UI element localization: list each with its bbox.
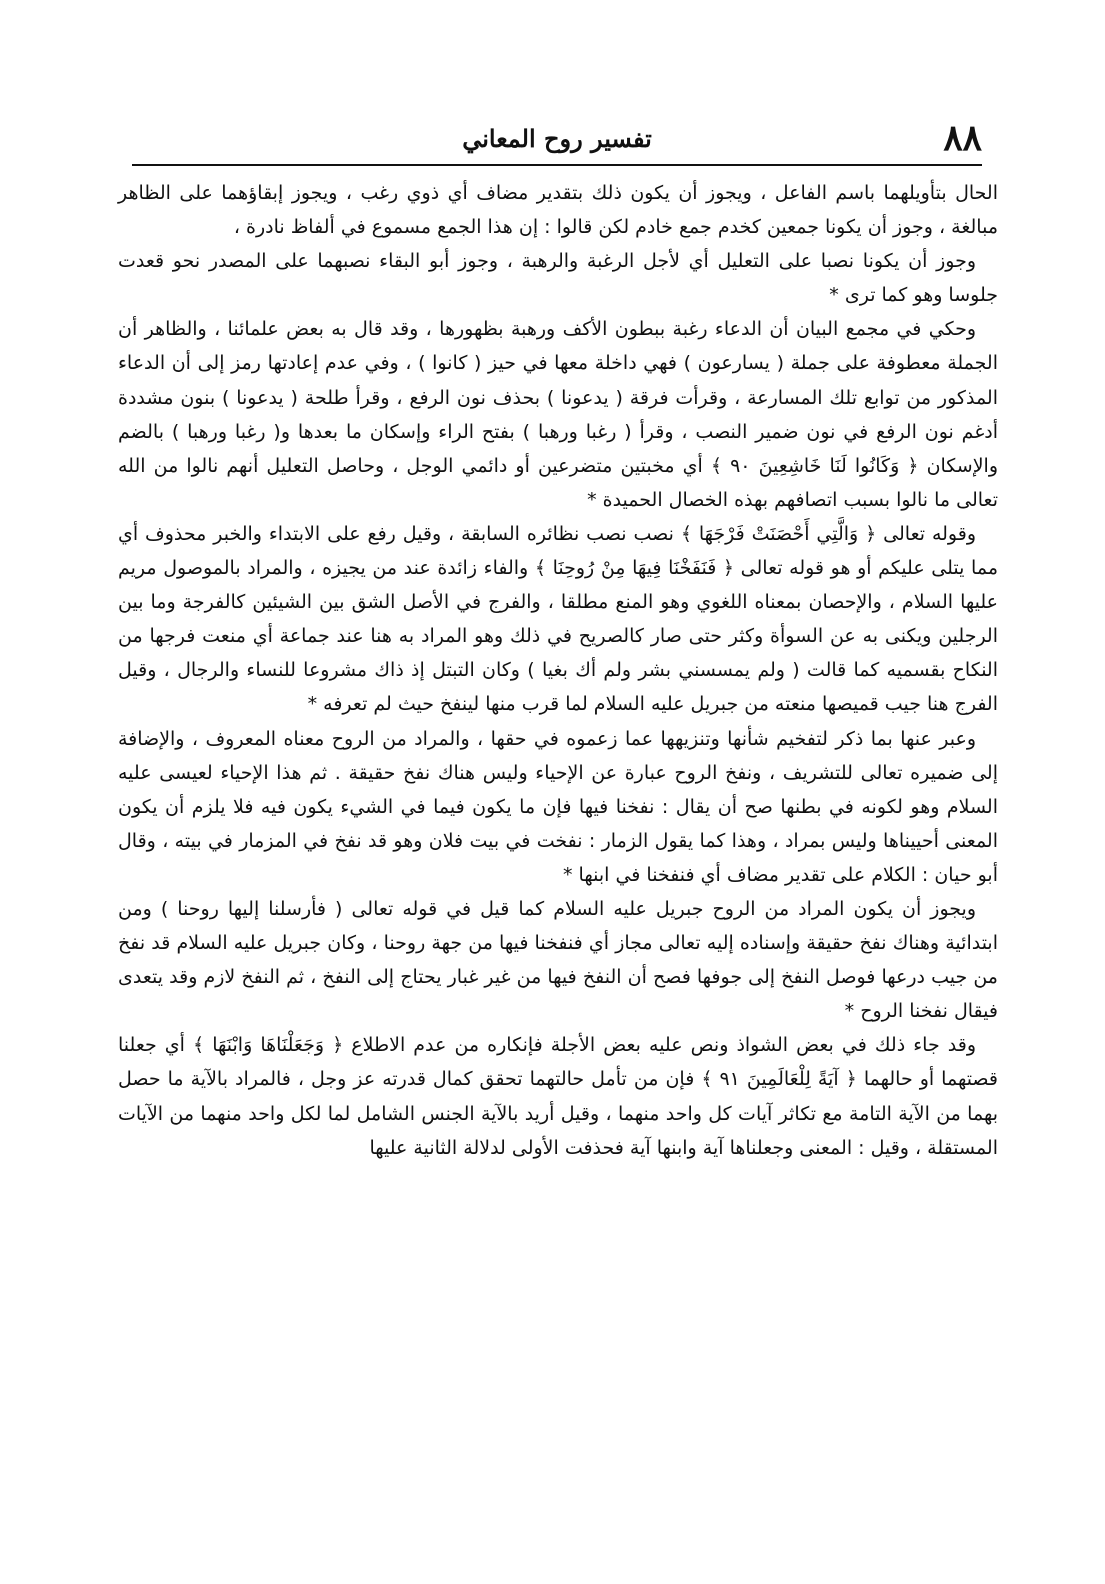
paragraph: وجوز أن يكونا نصبا على التعليل أي لأجل الرغبة والرهبة ، وجوز أبو البقاء نصبهما على المصدر نحو قعدت جلوسا وهو كما ترى *: [118, 250, 998, 307]
running-title: تفسير روح المعاني: [462, 124, 652, 153]
body-text: [118, 176, 998, 1165]
header-rule: [132, 164, 982, 166]
paragraph: وقوله تعالى ﴿ وَالَّتِي أَحْصَنَتْ فَرْجَهَا ﴾ نصب نصب نظائره السابقة ، وقيل رفع على الابتداء والخبر محذوف أي مما يتلى عليكم أو هو قوله تعالى ﴿ فَنَفَخْنَا فِيهَا مِنْ رُوحِنَا ﴾ والفاء زائدة عند من يجيزه ، والمراد بالموصول مريم عليها السلام ، والإحصان بمعناه اللغوي وهو المنع مطلقا ، والفرج في الأصل الشق بين الشيئين كالفرجة وما بين الرجلين ويكنى به عن السوأة وكثر حتى صار كالصريح في ذلك وهو المراد به هنا عند جماعة أي منعت فرجها من النكاح بقسميه كما قالت ( ولم يمسسني بشر ولم أك بغيا ) وكان التبتل إذ ذاك مشروعا للنساء والرجال ، وقيل الفرج هنا جيب قميصها منعته من جبريل عليه السلام لما قرب منها لينفخ حيث لم تعرفه *: [118, 522, 998, 716]
page-number: ٨٨: [943, 117, 982, 159]
page-header: [132, 118, 982, 162]
paragraph: وحكي في مجمع البيان أن الدعاء رغبة ببطون الأكف ورهبة بظهورها ، وقد قال به بعض علمائنا ، والظاهر أن الجملة معطوفة على جملة ( يسارعون ) فهي داخلة معها في حيز ( كانوا ) ، وفي عدم إعادتها رمز إلى أن الدعاء المذكور من توابع تلك المسارعة ، وقرأت فرقة ( يدعونا ) بحذف نون الرفع ، وقرأ طلحة ( يدعونا ) بنون مشددة أدغم نون الرفع في نون ضمير النصب ، وقرأ ( رغبا ورهبا ) بفتح الراء وإسكان ما بعدها و( رغبا ورهبا ) بالضم والإسكان ﴿ وَكَانُوا لَنَا خَاشِعِينَ ٩٠ ﴾ أي مخبتين متضرعين أو دائمي الوجل ، وحاصل التعليل أنهم نالوا من الله تعالى ما نالوا بسبب اتصافهم بهذه الخصال الحميدة *: [118, 318, 999, 511]
paragraph: الحال بتأويلهما باسم الفاعل ، ويجوز أن يكون ذلك بتقدير مضاف أي ذوي رغب ، ويجوز إبقاؤهما على الظاهر مبالغة ، وجوز أن يكونا جمعين كخدم جمع خادم لكن قالوا : إن هذا الجمع مسموع في ألفاظ نادرة ،: [118, 182, 998, 239]
paragraph: وقد جاء ذلك في بعض الشواذ ونص عليه بعض الأجلة فإنكاره من عدم الاطلاع ﴿ وَجَعَلْنَاهَا وَابْنَهَا ﴾ أي جعلنا قصتهما أو حالهما ﴿ آيَةً لِلْعَالَمِينَ ٩١ ﴾ فإن من تأمل حالتهما تحقق كمال قدرته عز وجل ، فالمراد بالآية ما حصل بهما من الآية التامة مع تكاثر آيات كل واحد منهما ، وقيل أريد بالآية الجنس الشامل لما لكل واحد منهما من الآيات المستقلة ، وقيل : المعنى وجعلناها آية وابنها آية فحذفت الأولى لدلالة الثانية عليها: [118, 1034, 998, 1159]
paragraph: وعبر عنها بما ذكر لتفخيم شأنها وتنزيهها عما زعموه في حقها ، والمراد من الروح معناه المعروف ، والإضافة إلى ضميره تعالى للتشريف ، ونفخ الروح عبارة عن الإحياء وليس هناك نفخ حقيقة . ثم هذا الإحياء لعيسى عليه السلام وهو لكونه في بطنها صح أن يقال : نفخنا فيها فإن ما يكون فيما في الشيء يكون فيه فلا يلزم أن يكون المعنى أحييناها وليس بمراد ، وهذا كما يقول الزمار : نفخت في بيت فلان وهو قد نفخ في المزمار في بيته ، وقال أبو حيان : الكلام على تقدير مضاف أي فنفخنا في ابنها *: [118, 727, 998, 886]
paragraph: ويجوز أن يكون المراد من الروح جبريل عليه السلام كما قيل في قوله تعالى ( فأرسلنا إليها روحنا ) ومن ابتدائية وهناك نفخ حقيقة وإسناده إليه تعالى مجاز أي فنفخنا فيها من جهة روحنا ، وكان جبريل عليه السلام قد نفخ من جيب درعها فوصل النفخ إلى جوفها فصح أن النفخ فيها من غير غبار يحتاج إلى النفخ ، ثم النفخ لازم وقد يتعدى فيقال نفخنا الروح *: [118, 897, 998, 1023]
